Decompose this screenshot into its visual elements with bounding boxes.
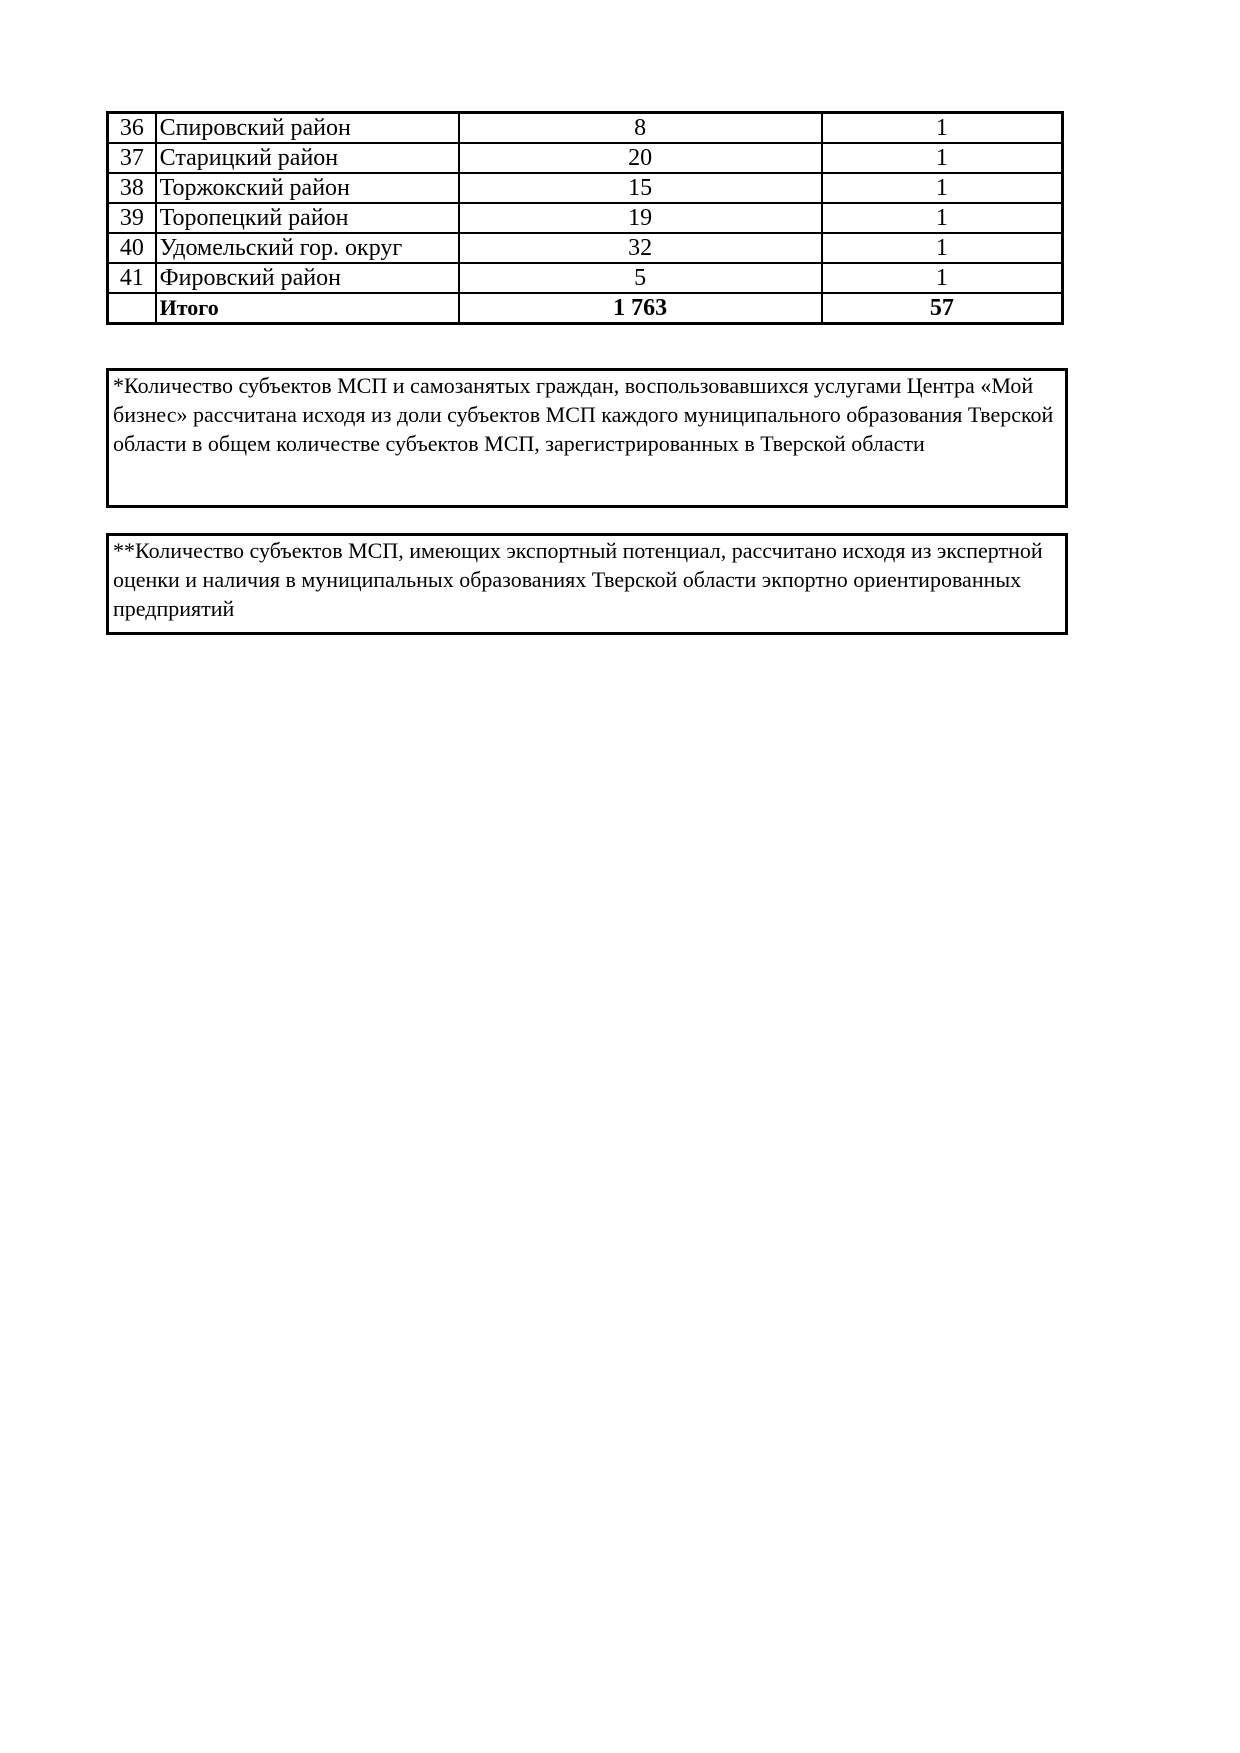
row-number: 40	[108, 233, 156, 263]
row-number: 36	[108, 113, 156, 144]
table-row	[108, 263, 1063, 293]
district-name: Удомельский гор. округ	[156, 233, 459, 263]
value-cell: 20	[459, 143, 822, 173]
value-cell: 1	[822, 203, 1063, 233]
value-cell: 15	[459, 173, 822, 203]
value-cell: 1	[822, 173, 1063, 203]
table-row	[108, 143, 1063, 173]
footnote-box-1	[106, 368, 1068, 508]
table-row	[108, 203, 1063, 233]
table-row	[108, 173, 1063, 203]
value-cell: 32	[459, 233, 822, 263]
value-cell: 1	[822, 143, 1063, 173]
row-number: 37	[108, 143, 156, 173]
district-name: Спировский район	[156, 113, 459, 144]
district-name: Старицкий район	[156, 143, 459, 173]
municipal-table	[106, 111, 1064, 325]
value-cell: 5	[459, 263, 822, 293]
total-value: 57	[822, 293, 1063, 324]
value-cell: 8	[459, 113, 822, 144]
row-number	[108, 293, 156, 324]
total-row	[108, 293, 1063, 324]
district-name: Торжокский район	[156, 173, 459, 203]
district-name: Торопецкий район	[156, 203, 459, 233]
footnote-text-1: *Количество субъектов МСП и самозанятых граждан, воспользовавшихся услугами Центра «Мой бизнес» рассчитана исходя из доли субъектов МСП каждого муниципального образования Тверской области в общем количестве субъектов МСП, зарегистрированных в Тверской области	[113, 373, 1054, 456]
table-row	[108, 233, 1063, 263]
footnote-box-2	[106, 533, 1068, 635]
row-number: 38	[108, 173, 156, 203]
table-row	[108, 113, 1063, 144]
district-name: Фировский район	[156, 263, 459, 293]
row-number: 41	[108, 263, 156, 293]
value-cell: 1	[822, 233, 1063, 263]
total-label: Итого	[156, 293, 459, 324]
row-number: 39	[108, 203, 156, 233]
value-cell: 1	[822, 263, 1063, 293]
value-cell: 19	[459, 203, 822, 233]
value-cell: 1	[822, 113, 1063, 144]
total-value: 1 763	[459, 293, 822, 324]
footnote-text-2: **Количество субъектов МСП, имеющих экспортный потенциал, рассчитано исходя из экспертной оценки и наличия в муниципальных образованиях Тверской области экпортно ориентированных предприятий	[113, 538, 1043, 621]
